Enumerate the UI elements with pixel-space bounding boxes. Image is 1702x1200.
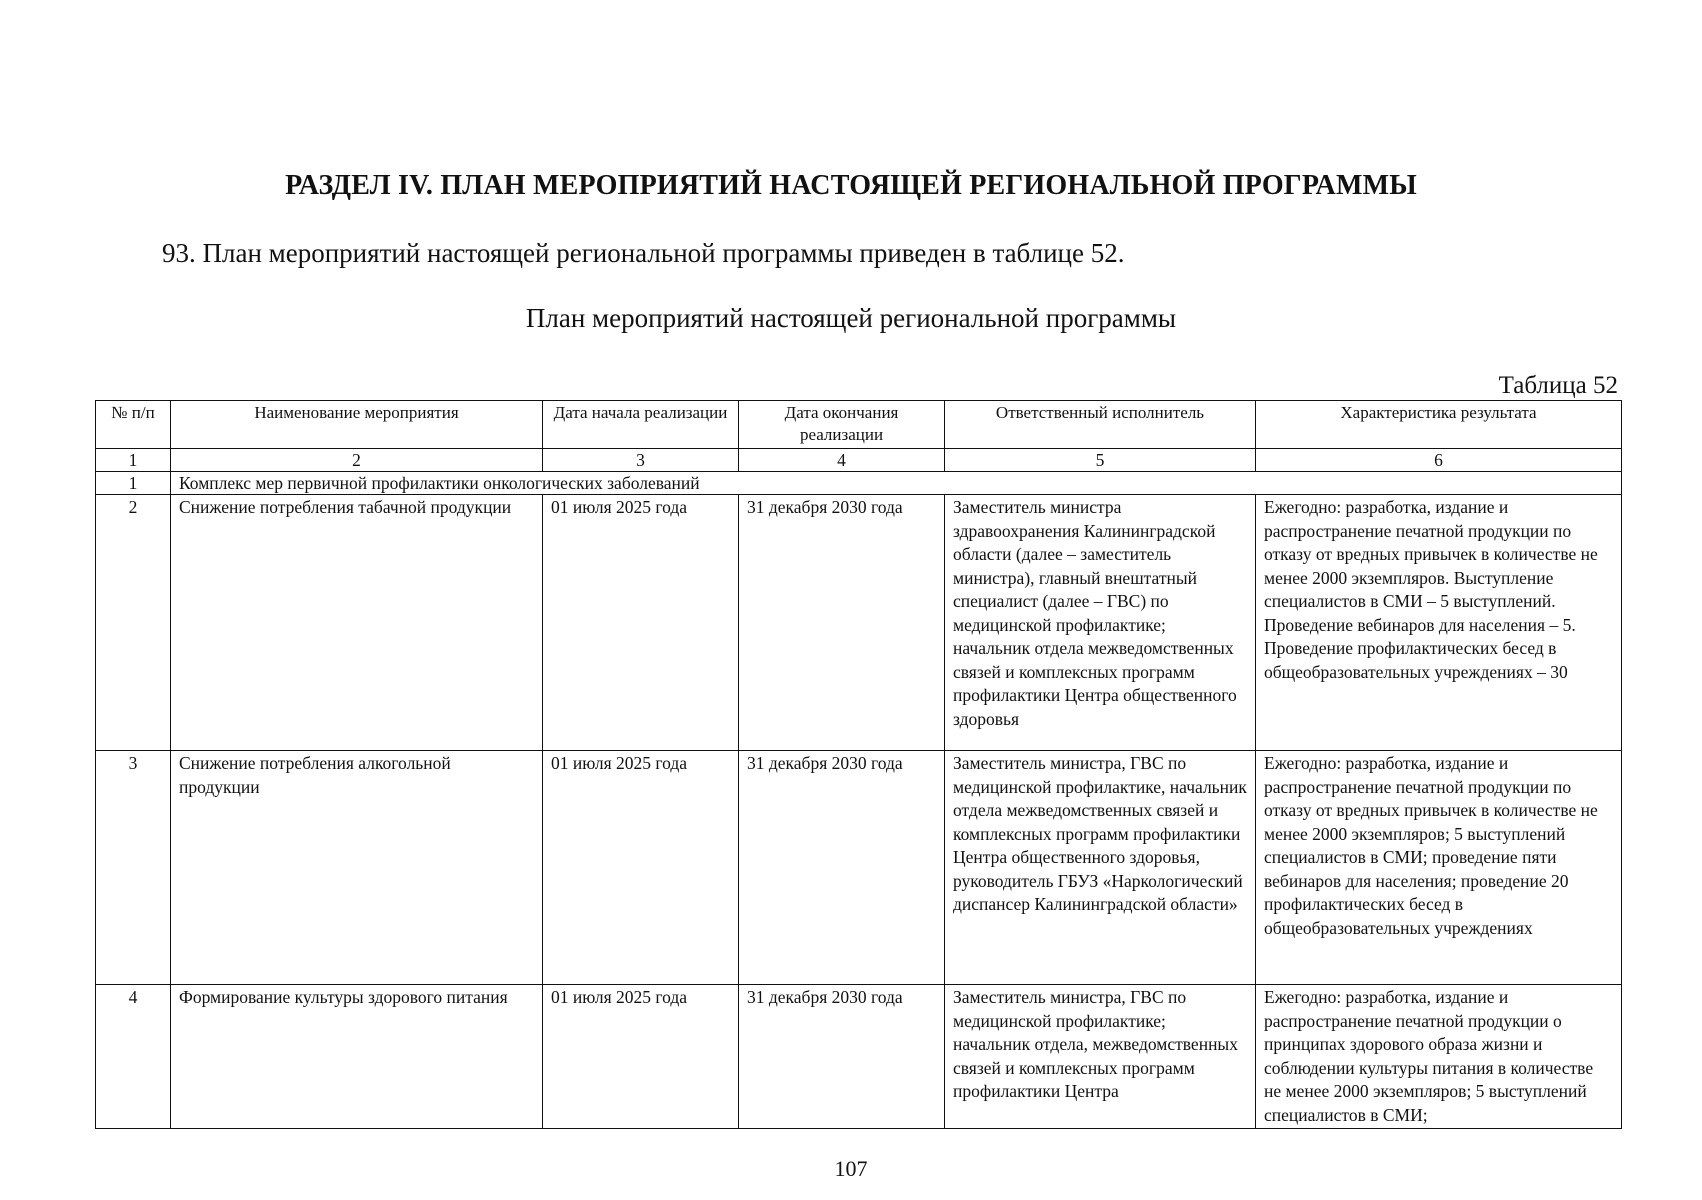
section-row-title: Комплекс мер первичной профилактики онкологических заболеваний: [171, 472, 1622, 495]
row-end-date: 31 декабря 2030 года: [739, 495, 945, 751]
table-row: [96, 751, 1622, 985]
page-number: 107: [834, 1156, 868, 1181]
header-start-date: Дата начала реализации: [543, 401, 739, 449]
header-result: Характеристика результата: [1256, 401, 1622, 449]
row-result: Ежегодно: разработка, издание и распространение печатной продукции о принципах здорового образа жизни и соблюдении культуры питания в количестве не менее 2000 экземпляров; 5 выступлений специалистов в СМИ;: [1256, 985, 1622, 1129]
column-number: 3: [543, 449, 739, 472]
row-result: Ежегодно: разработка, издание и распространение печатной продукции по отказу от вредных привычек в количестве не менее 2000 экземпляров; 5 выступлений специалистов в СМИ; проведение пяти вебинаров для населения; проведение 20 профилактических бесед в общеобразовательных учреждениях: [1256, 751, 1622, 985]
column-number: 4: [739, 449, 945, 472]
row-end-date: 31 декабря 2030 года: [739, 985, 945, 1129]
section-title: РАЗДЕЛ IV. ПЛАН МЕРОПРИЯТИЙ НАСТОЯЩЕЙ РЕГИОНАЛЬНОЙ ПРОГРАММЫ: [285, 170, 1417, 201]
section-row: [96, 472, 1622, 495]
column-number: 2: [171, 449, 543, 472]
plan-table: [95, 400, 1622, 1129]
intro-paragraph: 93. План мероприятий настоящей региональной программы приведен в таблице 52.: [162, 238, 1125, 268]
table-label: Таблица 52: [1498, 372, 1618, 399]
row-responsible: Заместитель министра, ГВС по медицинской профилактике, начальник отдела межведомственных связей и комплексных программ профилактики Центра общественного здоровья, руководитель ГБУЗ «Наркологический диспансер Калининградской области»: [945, 751, 1256, 985]
row-end-date: 31 декабря 2030 года: [739, 751, 945, 985]
header-name: Наименование мероприятия: [171, 401, 543, 449]
header-num: № п/п: [96, 401, 171, 449]
column-number: 6: [1256, 449, 1622, 472]
table-row: [96, 985, 1622, 1129]
header-end-date: Дата окончания реализации: [739, 401, 945, 449]
table-row: [96, 495, 1622, 751]
table-caption: План мероприятий настоящей региональной программы: [525, 303, 1177, 333]
row-num: 2: [96, 495, 171, 751]
row-start-date: 01 июля 2025 года: [543, 495, 739, 751]
column-number-row: [96, 449, 1622, 472]
section-row-num: 1: [96, 472, 171, 495]
header-responsible: Ответственный исполнитель: [945, 401, 1256, 449]
row-num: 3: [96, 751, 171, 985]
row-responsible: Заместитель министра, ГВС по медицинской профилактике; начальник отдела, межведомственных связей и комплексных программ профилактики Центра: [945, 985, 1256, 1129]
row-result: Ежегодно: разработка, издание и распространение печатной продукции по отказу от вредных привычек в количестве не менее 2000 экземпляров. Выступление специалистов в СМИ – 5 выступлений. Проведение вебинаров для населения – 5. Проведение профилактических бесед в общеобразовательных учреждениях – 30: [1256, 495, 1622, 751]
row-name: Формирование культуры здорового питания: [171, 985, 543, 1129]
row-responsible: Заместитель министра здравоохранения Калининградской области (далее – заместитель министра), главный внештатный специалист (далее – ГВС) по медицинской профилактике; начальник отдела межведомственных связей и комплексных программ профилактики Центра общественного здоровья: [945, 495, 1256, 751]
row-start-date: 01 июля 2025 года: [543, 985, 739, 1129]
row-start-date: 01 июля 2025 года: [543, 751, 739, 985]
row-name: Снижение потребления алкогольной продукции: [171, 751, 543, 985]
row-num: 4: [96, 985, 171, 1129]
column-number: 1: [96, 449, 171, 472]
table-header-row: [96, 401, 1622, 449]
row-name: Снижение потребления табачной продукции: [171, 495, 543, 751]
column-number: 5: [945, 449, 1256, 472]
